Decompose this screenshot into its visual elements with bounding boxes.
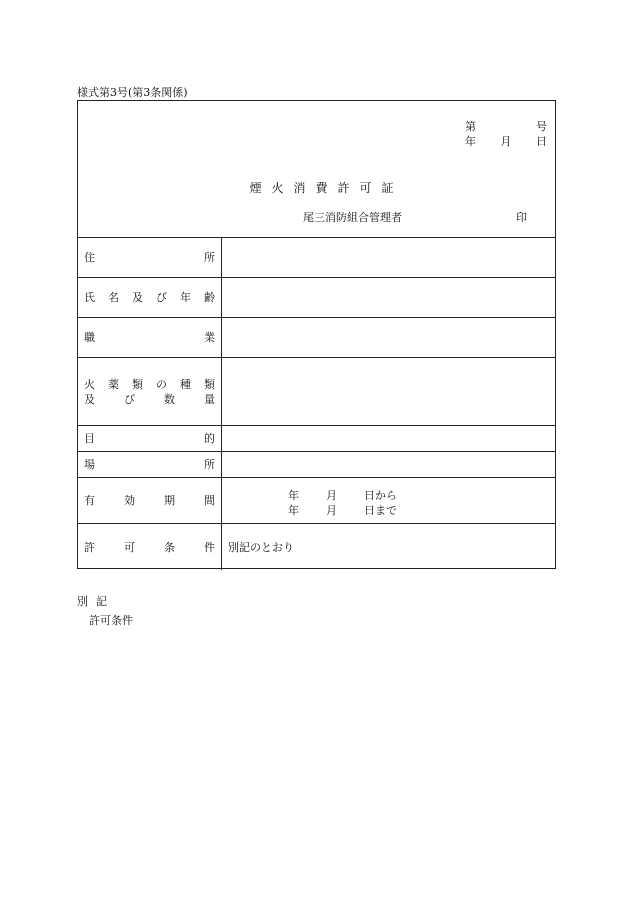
row-label: 目 的 [78,426,222,451]
permit-form [77,100,556,569]
row-location [78,452,555,478]
period-to[interactable]: 年 月 日まで [288,504,397,517]
name-age-field[interactable] [222,278,555,317]
address-field[interactable] [222,238,555,277]
issue-date-line [465,133,547,149]
row-validity-period [78,478,555,524]
issuer-name: 尾三消防組合管理者 [303,211,402,224]
explosive-type-field[interactable] [222,358,555,425]
row-label: 住 所 [78,238,222,277]
row-label: 火 薬 類 の 種 類 及 び 数 量 [78,358,222,425]
row-address [78,238,555,278]
permit-conditions-field[interactable]: 別記のとおり [228,541,294,554]
date-month: 月 [500,135,512,148]
location-field[interactable] [222,452,555,477]
row-label: 氏 名 及 び 年 齢 [78,278,222,317]
row-purpose [78,426,555,452]
appendix-item: 許可条件 [89,614,133,627]
row-label: 有 効 期 間 [78,478,222,523]
number-prefix: 第 [465,120,476,133]
occupation-field[interactable] [222,318,555,357]
form-number-label: 様式第3号(第3条関係) [77,86,188,99]
row-label: 職 業 [78,318,222,357]
row-occupation [78,318,555,358]
permit-header [78,101,555,238]
period-from[interactable]: 年 月 日から [288,489,397,502]
row-explosive-type [78,358,555,426]
date-day: 日 [536,135,547,148]
document-title: 煙火消費許可証 [249,181,404,195]
seal-mark: 印 [516,211,527,224]
row-name-age [78,278,555,318]
permit-number-line [465,118,547,134]
purpose-field[interactable] [222,426,555,451]
row-permit-conditions [78,524,555,570]
appendix-heading: 別記 [77,595,115,608]
number-suffix: 号 [536,120,547,133]
row-label: 場 所 [78,452,222,477]
date-year: 年 [465,135,476,148]
row-label: 許 可 条 件 [78,524,222,570]
